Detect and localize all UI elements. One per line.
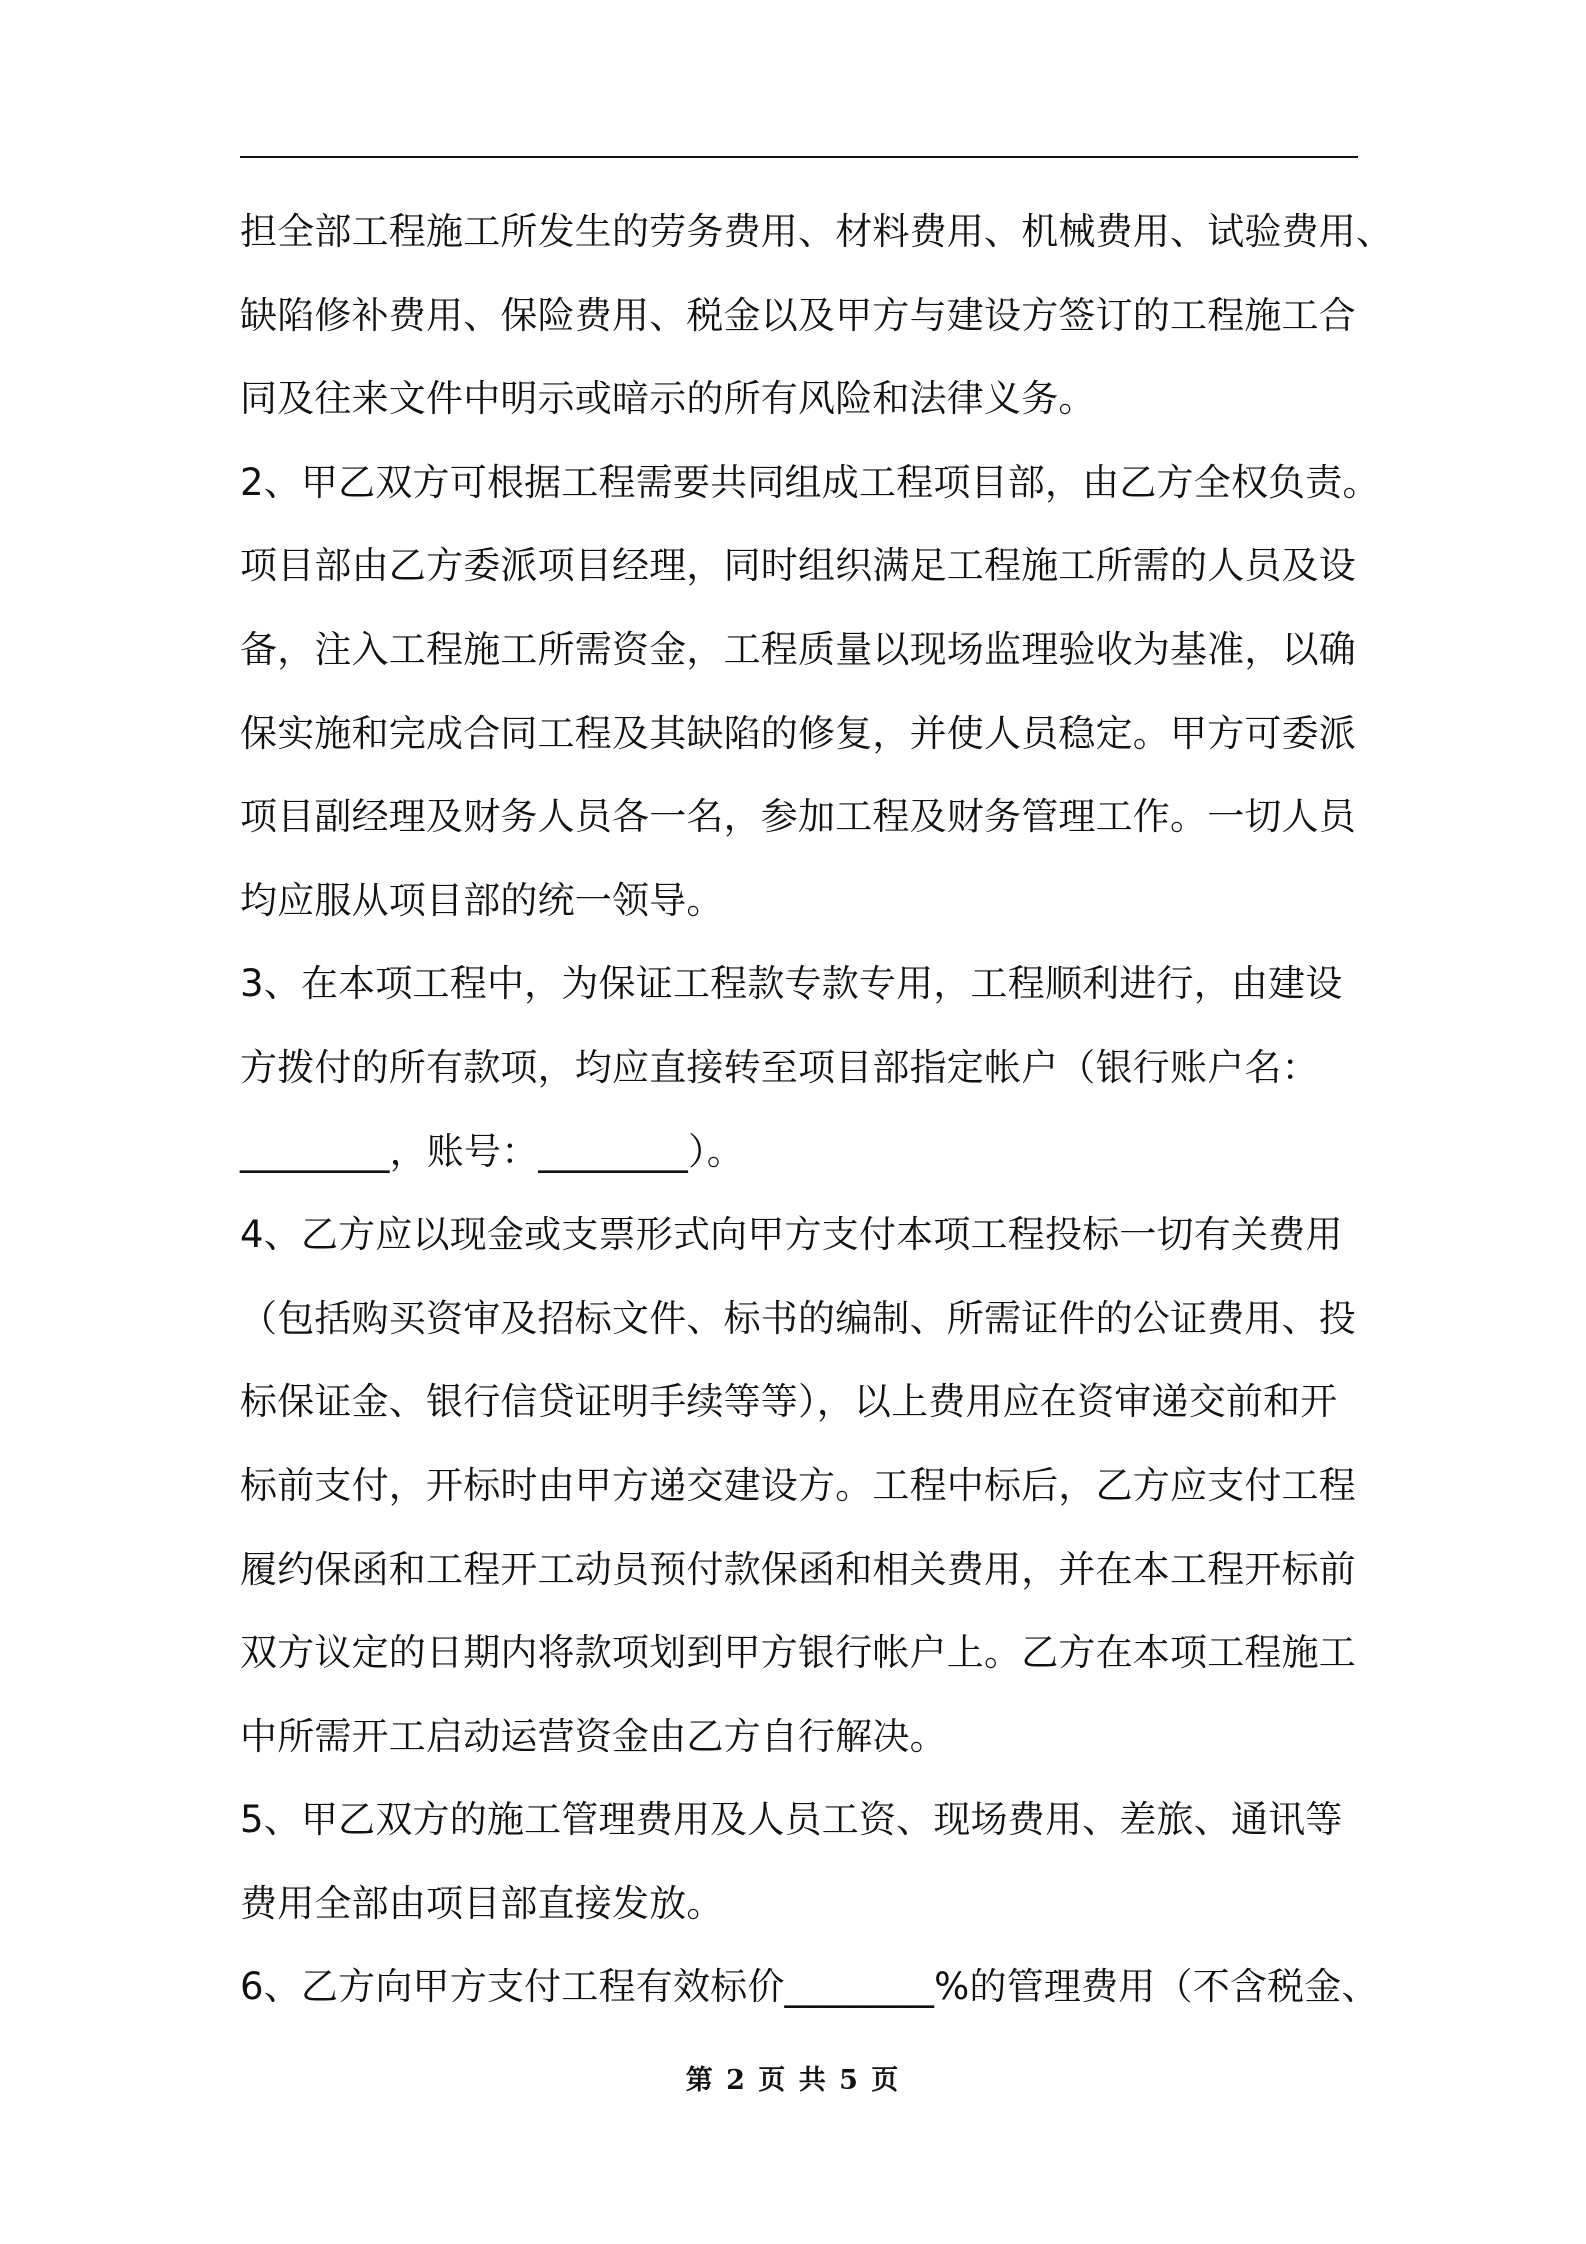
text-line: 标保证金、银行信贷证明手续等等），以上费用应在资审递交前和开 — [240, 1380, 1338, 1424]
text-line: 费用全部由项目部直接发放。 — [240, 1881, 724, 1925]
text-line: 方拨付的所有款项，均应直接转至项目部指定帐户（银行账户名： — [240, 1045, 1319, 1089]
text-line: 项目副经理及财务人员各一名，参加工程及财务管理工作。一切人员 — [240, 795, 1356, 839]
text-line: 同及往来文件中明示或暗示的所有风险和法律义务。 — [240, 377, 1096, 421]
clause-5-start: 5、甲乙双方的施工管理费用及人员工资、现场费用、差旅、通讯等 — [240, 1798, 1343, 1842]
clause-6-start: 6、乙方向甲方支付工程有效标价________%的管理费用（不含税金、 — [240, 1965, 1379, 2009]
text-line: 备，注入工程施工所需资金，工程质量以现场监理验收为基准，以确 — [240, 627, 1356, 671]
text-line: 双方议定的日期内将款项划到甲方银行帐户上。乙方在本项工程施工 — [240, 1631, 1356, 1675]
text-line: 保实施和完成合同工程及其缺陷的修复，并使人员稳定。甲方可委派 — [240, 711, 1356, 755]
document-body — [240, 190, 1394, 2029]
text-line: （包括购买资审及招标文件、标书的编制、所需证件的公证费用、投 — [240, 1296, 1356, 1340]
clause-3-start: 3、在本项工程中，为保证工程款专款专用，工程顺利进行，由建设 — [240, 962, 1343, 1006]
page-number-footer: 第 2 页 共 5 页 — [685, 2065, 901, 2096]
text-line: 项目部由乙方委派项目经理，同时组织满足工程施工所需的人员及设 — [240, 544, 1356, 588]
header-rule — [240, 156, 1358, 158]
text-line: 均应服从项目部的统一领导。 — [240, 878, 724, 922]
account-blanks-line: ________，账号：________）。 — [240, 1129, 744, 1173]
text-line: 履约保函和工程开工动员预付款保函和相关费用，并在本工程开标前 — [240, 1547, 1356, 1591]
text-line: 标前支付，开标时由甲方递交建设方。工程中标后，乙方应支付工程 — [240, 1463, 1356, 1507]
clause-4-start: 4、乙方应以现金或支票形式向甲方支付本项工程投标一切有关费用 — [240, 1213, 1343, 1257]
text-line: 担全部工程施工所发生的劳务费用、材料费用、机械费用、试验费用、 — [240, 210, 1394, 253]
clause-2-start: 2、甲乙双方可根据工程需要共同组成工程项目部，由乙方全权负责。 — [240, 460, 1380, 504]
text-line: 中所需开工启动运营资金由乙方自行解决。 — [240, 1714, 947, 1758]
text-line: 缺陷修补费用、保险费用、税金以及甲方与建设方签订的工程施工合 — [240, 293, 1356, 337]
